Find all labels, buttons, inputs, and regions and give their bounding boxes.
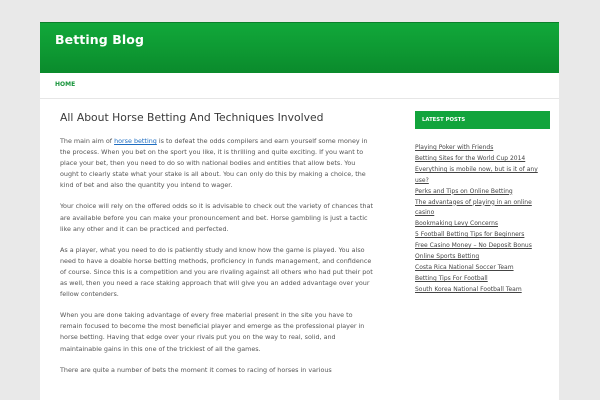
- list-item: [415, 263, 550, 274]
- list-item: [415, 219, 550, 230]
- latest-post-link[interactable]: Playing Poker with Friends: [415, 144, 494, 151]
- paragraph-text: The main aim of: [60, 137, 115, 145]
- main-content: [60, 111, 374, 386]
- sidebar: [415, 111, 550, 296]
- latest-post-link[interactable]: Betting Sites for the World Cup 2014: [415, 154, 526, 162]
- horse-betting-link[interactable]: horse betting: [114, 137, 157, 145]
- list-item: [415, 241, 550, 252]
- latest-post-link[interactable]: Bookmaking Levy Concerns: [415, 220, 498, 228]
- main-navigation: [40, 73, 559, 99]
- post-paragraph-2: Your choice will rely on the offered odds so it is advisable to check out the variety of chances that are available before you can make your pronouncement and bet. Horse gambling is just a tactic like any other and it can be practiced and perfected.: [60, 202, 373, 233]
- latest-post-link[interactable]: Betting Tips For Football: [415, 274, 488, 282]
- latest-post-link[interactable]: Free Casino Money – No Deposit Bonus: [415, 242, 532, 250]
- latest-post-link[interactable]: Everything is mobile now, but is it of any use?: [415, 165, 538, 184]
- post-title: All About Horse Betting And Techniques Involved: [60, 111, 324, 124]
- site-header: [40, 22, 559, 74]
- list-item: [415, 230, 550, 241]
- site-title[interactable]: Betting Blog: [55, 32, 144, 47]
- latest-post-link[interactable]: 5 Football Betting Tips for Beginners: [415, 231, 525, 239]
- latest-post-link[interactable]: The advantages of playing in an online casino: [415, 198, 532, 217]
- list-item: [415, 154, 550, 165]
- paragraph-text: is to defeat the odds compilers and earn yourself some money in the process. When you bet on the sport you like, it is thrilling and quite exciting. If you want to place your bet, then you need to do so with national bodies and entities that allow bets. You ought to clearly state what your stake is all about. You can only do this by making a choice, the kind of bet and also the quantity you intend to wager.: [60, 137, 368, 190]
- latest-post-link[interactable]: South Korea National Football Team: [415, 285, 522, 293]
- post-body: [60, 136, 374, 376]
- post-paragraph-1: [60, 136, 374, 191]
- post-paragraph-3: As a player, what you need to do is patiently study and know how the game is played. You also need to have a doable horse betting methods, proficiency in funds management, and confidence of course. Since this is a competition and you are rivaling against all others who had put their pot as well, then you need a race staking approach that will give you an added advantage over your fellow contenders.: [60, 245, 373, 299]
- post-paragraph-5: There are quite a number of bets the moment it comes to racing of horses in various: [60, 365, 332, 374]
- list-item: [415, 165, 550, 187]
- page-wrapper: [40, 22, 559, 400]
- latest-post-link[interactable]: Perks and Tips on Online Betting: [415, 187, 513, 195]
- latest-post-link[interactable]: Online Sports Betting: [415, 253, 480, 261]
- list-item: [415, 285, 550, 296]
- latest-posts-list: [415, 143, 550, 296]
- latest-posts-title: LATEST POSTS: [415, 111, 550, 129]
- list-item: [415, 198, 550, 220]
- list-item: [415, 252, 550, 263]
- list-item: [415, 274, 550, 285]
- list-item: [415, 187, 550, 198]
- nav-item-home[interactable]: HOME: [55, 81, 76, 88]
- post-paragraph-4: When you are done taking advantage of every free material present in the site you have to remain focused to become the most beneficial player and emerge as the professional player in horse betting. Having that edge over your rivals put you on the way to real, solid, and maintainable gains in this one of the trickiest of all the games.: [60, 311, 365, 353]
- latest-post-link[interactable]: Costa Rica National Soccer Team: [415, 263, 514, 271]
- list-item: [415, 143, 550, 154]
